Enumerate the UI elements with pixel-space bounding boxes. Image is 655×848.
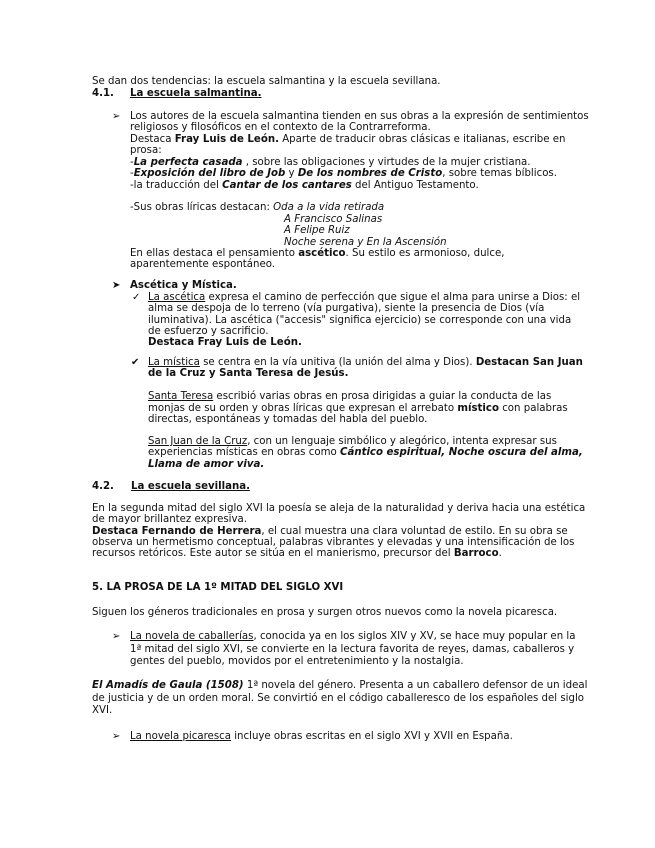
work-title: A Felipe Ruiz: [284, 225, 350, 236]
paragraph-line: [148, 436, 557, 447]
text: En ellas destaca el pensamiento: [130, 248, 299, 259]
author-name: Destacan San Juan: [475, 357, 583, 368]
section-4-2-number: 4.2.: [92, 481, 114, 492]
paragraph-line: directas, espontáneas y tomadas del habla del pueblo.: [148, 414, 428, 425]
paragraph-line: [130, 631, 575, 642]
paragraph-line: [130, 134, 565, 145]
paragraph-line: religiosos y filosóficos en el contexto de la Contrarreforma.: [130, 122, 431, 133]
text: -la traducción del: [130, 180, 223, 191]
subsection-title: Ascética y Mística.: [130, 280, 237, 291]
text: recursos retóricos. Este autor se sitúa en el manierismo, precursor del: [92, 548, 454, 559]
paragraph-line: de mayor brillantez expresiva.: [92, 514, 247, 525]
paragraph-line: XVI.: [92, 705, 113, 716]
section-5-title: 5. LA PROSA DE LA 1º MITAD DEL SIGLO XVI: [92, 582, 344, 593]
text: Aparte de traducir obras clásicas e italianas, escribe en: [278, 134, 566, 145]
paragraph-line: Los autores de la escuela salmantina tienden en sus obras a la expresión de sentimientos: [130, 111, 589, 122]
text: se centra en la vía unitiva (la unión del alma y Dios).: [199, 357, 476, 368]
text: , sobre las obligaciones y virtudes de la mujer cristiana.: [242, 157, 531, 168]
paragraph-line: [130, 180, 479, 191]
text: -: [130, 157, 134, 168]
work-title: El Amadís de Gaula (1508): [92, 680, 244, 691]
text: incluye obras escritas en el siglo XVI y XVII en España.: [230, 731, 513, 742]
check-bullet-icon: ✓: [132, 292, 141, 303]
paragraph-line: [130, 168, 557, 179]
work-title: Cántico espiritual, Noche oscura del alma,: [339, 447, 583, 458]
text: .: [498, 548, 502, 559]
author-name: Destaca Fernando de Herrera: [92, 526, 262, 537]
term: La ascética: [148, 292, 206, 303]
paragraph-line: [130, 202, 384, 213]
text: Destaca: [130, 134, 175, 145]
paragraph-line: [92, 526, 568, 537]
text: , con un lenguaje simbólico y alegórico, intenta expresar sus: [247, 436, 557, 447]
keyword: místico: [457, 403, 499, 414]
paragraph-line: [148, 447, 583, 458]
text: del Antiguo Testamento.: [351, 180, 479, 191]
arrow-bullet-icon: ➢: [112, 111, 121, 122]
text: -Sus obras líricas destacan:: [130, 202, 274, 213]
paragraph-line: Destaca Fray Luis de León.: [148, 337, 302, 348]
paragraph-line: [130, 157, 531, 168]
paragraph-line: [148, 391, 551, 402]
paragraph-line: [148, 357, 583, 368]
text: -: [130, 168, 134, 179]
text: , sobre temas bíblicos.: [442, 168, 557, 179]
bold-arrow-bullet-icon: ➤: [112, 280, 121, 291]
work-title: Noche serena y En la Ascensión: [284, 237, 447, 248]
paragraph-line: [130, 248, 505, 259]
paragraph-line: de justicia y de un orden moral. Se convirtió en el código caballeresco de los españoles del siglo: [92, 693, 585, 704]
text: . Su estilo es armonioso, dulce,: [345, 248, 505, 259]
work-title: Llama de amor viva.: [148, 459, 265, 470]
text: expresa el camino de perfección que sigue el alma para unirse a Dios: el: [205, 292, 581, 303]
work-title: Cantar de los cantares: [222, 180, 352, 191]
text: y: [285, 168, 298, 179]
intro-line: Se dan dos tendencias: la escuela salmantina y la escuela sevillana.: [92, 76, 441, 87]
arrow-bullet-icon: ➢: [112, 731, 121, 742]
arrow-bullet-icon: ➢: [112, 631, 121, 642]
text: , el cual muestra una clara voluntad de estilo. En su obra se: [261, 526, 568, 537]
paragraph-line: [130, 731, 513, 742]
text: , conocida ya en los siglos XIV y XV, se hace muy popular en la: [253, 631, 576, 642]
text: escribió varias obras en prosa dirigidas a guiar la conducta de las: [213, 391, 552, 402]
paragraph-line: observa un hermetismo conceptual, palabras vibrantes y elevadas y una intensificación de los: [92, 537, 575, 548]
text: con palabras: [498, 403, 568, 414]
paragraph-line: Siguen los géneros tradicionales en prosa y surgen otros nuevos como la novela picaresca.: [92, 607, 558, 618]
work-title: A Francisco Salinas: [284, 214, 383, 225]
text: experiencias místicas en obras como: [148, 447, 340, 458]
section-4-2-title: La escuela sevillana.: [131, 481, 250, 492]
work-title: La perfecta casada: [133, 157, 243, 168]
author-name: Santa Teresa: [148, 391, 214, 402]
paragraph-line: aparentemente espontáneo.: [130, 259, 276, 270]
paragraph-line: prosa:: [130, 145, 162, 156]
term: La novela de caballerías: [130, 631, 254, 642]
paragraph-line: [148, 292, 580, 303]
author-name: Fray Luis de León.: [174, 134, 279, 145]
bold-check-bullet-icon: ✔: [131, 357, 140, 368]
paragraph-line: gentes del pueblo, movidos por el entretenimiento y la nostalgia.: [130, 656, 464, 667]
paragraph-line: iluminativa). La ascética ("accesis" significa ejercicio) se corresponde con una vida: [148, 315, 572, 326]
term: La mística: [148, 357, 200, 368]
work-title: De los nombres de Cristo: [297, 168, 443, 179]
section-4-1-number: 4.1.: [92, 88, 114, 99]
paragraph-line: de esfuerzo y sacrificio.: [148, 326, 269, 337]
text: monjas de su orden y obras líricas que expresan el arrebato: [148, 403, 458, 414]
keyword: ascético: [298, 248, 346, 259]
text: 1ª novela del género. Presenta a un caballero defensor de un ideal: [243, 680, 588, 691]
work-title: Oda a la vida retirada: [273, 202, 385, 213]
paragraph-line: [92, 680, 587, 691]
section-4-1-title: La escuela salmantina.: [130, 88, 262, 99]
paragraph-line: alma se despoja de lo terreno (vía purgativa), siente la presencia de Dios (vía: [148, 303, 545, 314]
paragraph-line: En la segunda mitad del siglo XVI la poesía se aleja de la naturalidad y deriva hacia una estética: [92, 503, 586, 514]
paragraph-line: [92, 548, 502, 559]
author-name: San Juan de la Cruz: [148, 436, 248, 447]
paragraph-line: 1ª mitad del siglo XVI, se convierte en la lectura favorita de reyes, damas, caballeros y: [130, 644, 575, 655]
work-title: Exposición del libro de Job: [133, 168, 286, 179]
paragraph-line: [148, 403, 568, 414]
term: La novela picaresca: [130, 731, 231, 742]
paragraph-line: de la Cruz y Santa Teresa de Jesús.: [148, 368, 349, 379]
keyword: Barroco: [453, 548, 499, 559]
